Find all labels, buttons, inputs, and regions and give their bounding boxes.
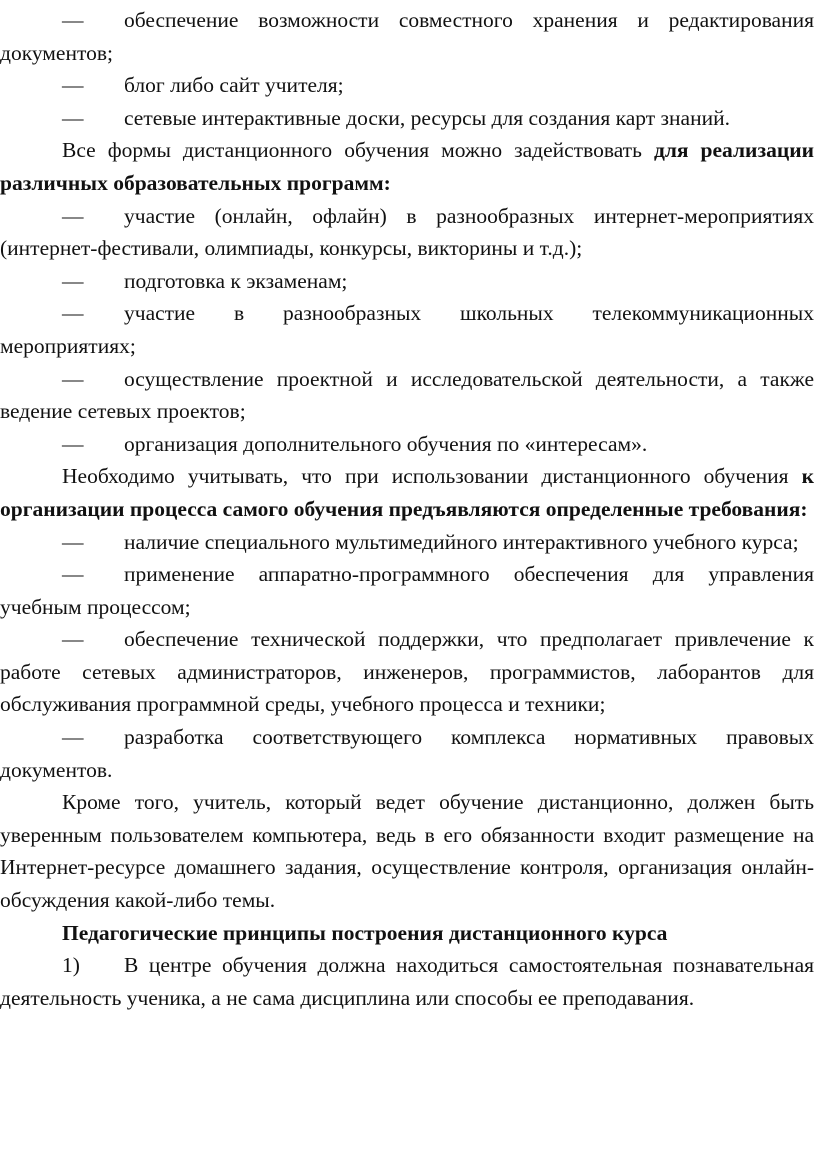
dash-bullet: — [62,725,84,750]
paragraph-text: Кроме того, учитель, который ведет обучение дистанционно, должен быть уверенным пользователем компьютера, ведь в его обязанности входит размещение на Интернет-ресурсе домашнего задания, осуществление контроля, организация онлайн-обсуждения какой-либо темы. [0,790,814,913]
list-item-text: наличие специального мультимедийного интерактивного учебного курса; [124,529,799,554]
list-item [0,297,814,362]
list-item-text: обеспечение технической поддержки, что предполагает привлечение к работе сетевых администраторов, инженеров, программистов, лаборантов для обслуживания программной среды, учебного процесса и техники; [0,627,814,717]
list-item [0,526,814,559]
dash-bullet: — [62,203,84,228]
paragraph-text: Необходимо учитывать, что при использовании дистанционного обучения [62,464,802,489]
list-item [0,265,814,298]
section-heading-text: Педагогические принципы построения дистанционного курса [62,920,668,945]
dash-bullet: — [62,73,84,98]
list-item-text: блог либо сайт учителя; [124,73,344,98]
list-item [0,102,814,135]
dash-bullet: — [62,529,84,554]
list-item [0,363,814,428]
paragraph-bold-text: к организации процесса самого обучения предъявляются определенные требования: [0,464,814,521]
list-item-text: применение аппаратно-программного обеспечения для управления учебным процессом; [0,562,814,619]
numbered-item-text: В центре обучения должна находиться самостоятельная познавательная деятельность ученика, а не сама дисциплина или способы ее преподавания. [0,953,814,1010]
list-item [0,721,814,786]
dash-bullet: — [62,105,84,130]
list-item-text: участие (онлайн, офлайн) в разнообразных интернет-мероприятиях (интернет-фестивали, олимпиады, конкурсы, викторины и т.д.); [0,203,814,261]
item-number: 1) [62,953,80,978]
numbered-item [0,949,814,1014]
list-item [0,200,814,265]
paragraph-bold-text: для реализации различных образовательных программ: [0,138,814,195]
dash-bullet: — [62,366,84,391]
paragraph [0,786,814,916]
list-item [0,69,814,102]
list-item [0,558,814,623]
list-item-text: обеспечение возможности совместного хранения и редактирования документов; [0,8,814,65]
dash-bullet: — [62,431,84,456]
list-item-text: участие в разнообразных школьных телекоммуникационных мероприятиях; [0,301,814,358]
list-item-text: разработка соответствующего комплекса нормативных правовых документов. [0,725,814,782]
list-item [0,428,814,461]
dash-bullet: — [62,627,84,652]
list-item-text: подготовка к экзаменам; [124,268,348,293]
paragraph-text: Все формы дистанционного обучения можно задействовать [62,138,654,163]
dash-bullet: — [62,268,84,293]
paragraph [0,460,814,525]
paragraph [0,134,814,199]
list-item-text: осуществление проектной и исследовательской деятельности, а также ведение сетевых проектов; [0,366,814,424]
dash-bullet: — [62,562,84,587]
list-item [0,4,814,69]
dash-bullet: — [62,8,84,32]
section-heading [0,917,814,950]
dash-bullet: — [62,301,84,326]
list-item [0,623,814,721]
list-item-text: сетевые интерактивные доски, ресурсы для создания карт знаний. [124,105,730,130]
list-item-text: организация дополнительного обучения по «интересам». [124,431,648,456]
